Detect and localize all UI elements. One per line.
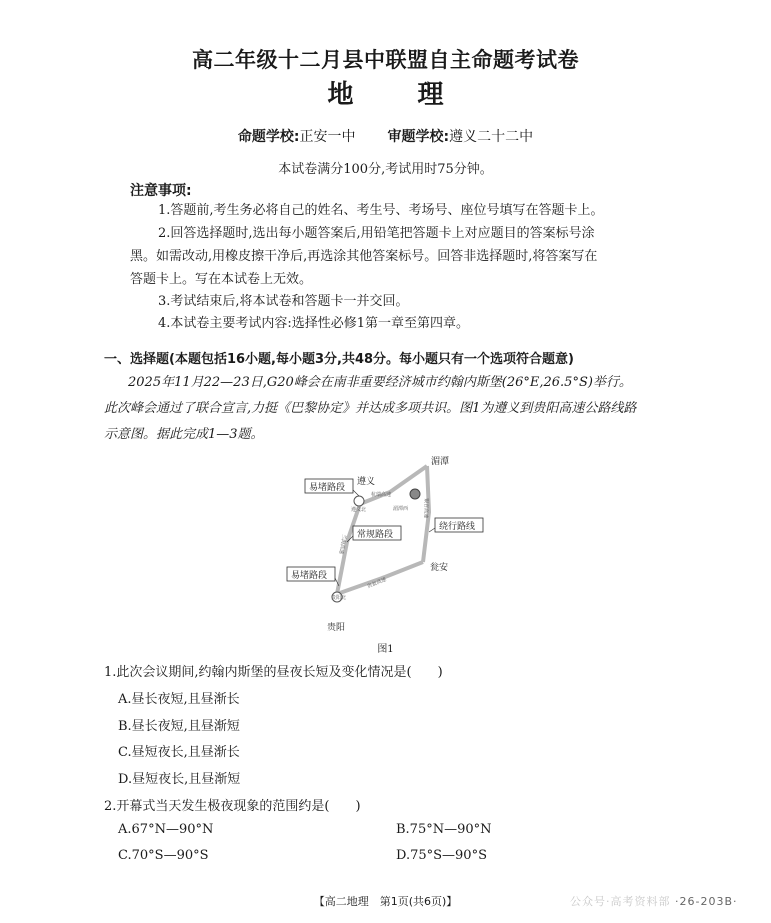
- junction-meitan: [410, 489, 420, 499]
- reviewer-school: 遵义二十二中: [449, 129, 534, 145]
- watermark-text: 公众号·高考资料部: [570, 895, 671, 908]
- question-2-option-b: B.75°N—90°N: [396, 822, 492, 837]
- setter-label: 命题学校:: [237, 129, 300, 145]
- stem-line-1: 2025年11月22—23日,G20峰会在南非重要经济城市约翰内斯堡(26°E,26.5°S)举行。: [128, 375, 632, 390]
- question-1-option-b: B.昼长夜短,且昼渐短: [118, 719, 240, 734]
- stem-line-2: 此次峰会通过了联合宣言,力挺《巴黎协定》并达成多项共识。图1为遵义到贵阳高速公路线路: [104, 401, 637, 416]
- road-label-guiyang-weng-an: 贵瓮高速: [366, 576, 388, 590]
- road-label-meitan-weng-an: 银百高速: [422, 497, 429, 519]
- question-1-option-c: C.昼短夜长,且昼渐长: [118, 745, 240, 760]
- question-1-option-d: D.昼短夜长,且昼渐短: [118, 772, 241, 787]
- place-meitan: 湄潭: [431, 457, 450, 467]
- figure-caption: 图1: [377, 644, 394, 655]
- hub-label-meitan: 湄潭西: [393, 506, 409, 512]
- watermark: [570, 893, 738, 909]
- jam-leader-1: [353, 490, 359, 496]
- route-map: [275, 452, 485, 637]
- setter-school: 正安一中: [299, 129, 356, 145]
- notice-item-2-line-3: 答题卡上。写在本试卷上无效。: [130, 272, 313, 287]
- junction-zunyi: [354, 496, 364, 506]
- place-weng-an: 瓮安: [430, 563, 449, 573]
- road-label-zunyi-meitan: 杭瑞高速: [371, 492, 392, 498]
- subject-title: [0, 74, 771, 111]
- hub-label-zunyi: 遵义北: [351, 507, 367, 513]
- notice-item-2-line-1: 2.回答选择题时,选出每小题答案后,用铅笔把答题卡上对应题目的答案标号涂: [158, 226, 595, 241]
- question-2-option-a: A.67°N—90°N: [118, 822, 214, 837]
- hub-label-guiyang: 贵阳北: [331, 595, 347, 601]
- stem-line-3: 示意图。据此完成1—3题。: [104, 427, 264, 442]
- paper-code: ·26-203B·: [675, 895, 738, 908]
- normal-label: 常规路段: [357, 530, 394, 540]
- school-info: [0, 126, 771, 146]
- reviewer-label: 审题学校:: [387, 129, 450, 145]
- notice-item-3: 3.考试结束后,将本试卷和答题卡一并交回。: [158, 294, 409, 309]
- detour-leader: [429, 528, 435, 532]
- question-1-option-a: A.昼长夜短,且昼渐长: [118, 692, 240, 707]
- page-info: 【高二地理 第1页(共6页)】: [313, 895, 458, 908]
- notice-item-2-line-2: 黑。如需改动,用橡皮擦干净后,再选涂其他答案标号。回答非选择题时,将答案写在: [130, 249, 598, 264]
- subject-char-2: 理: [417, 80, 444, 110]
- notice-heading: 注意事项:: [130, 183, 192, 199]
- question-2-option-c: C.70°S—90°S: [118, 848, 209, 863]
- exam-title: 高二年级十二月县中联盟自主命题考试卷: [192, 48, 579, 72]
- notice-item-4: 4.本试卷主要考试内容:选择性必修1第一章至第四章。: [158, 316, 470, 331]
- place-zunyi: 遵义: [357, 477, 376, 487]
- place-guiyang: 贵阳: [327, 623, 346, 633]
- road-label-zunyi-guiyang: 兰海高速: [337, 533, 347, 555]
- question-2-option-d: D.75°S—90°S: [396, 848, 487, 863]
- section-heading: 一、选择题(本题包括16小题,每小题3分,共48分。每小题只有一个选项符合题意): [104, 352, 574, 367]
- exam-info: 本试卷满分100分,考试用时75分钟。: [278, 162, 493, 177]
- detour-label: 绕行路线: [439, 522, 476, 532]
- subject-char-1: 地: [327, 80, 354, 110]
- notice-item-1: 1.答题前,考生务必将自己的姓名、考生号、考场号、座位号填写在答题卡上。: [158, 203, 604, 218]
- jam-label-1: 易堵路段: [309, 483, 346, 493]
- jam-label-2: 易堵路段: [291, 571, 328, 581]
- question-2-stem: 2.开幕式当天发生极夜现象的范围约是( ): [104, 799, 361, 814]
- question-1-stem: 1.此次会议期间,约翰内斯堡的昼夜长短及变化情况是( ): [104, 665, 443, 680]
